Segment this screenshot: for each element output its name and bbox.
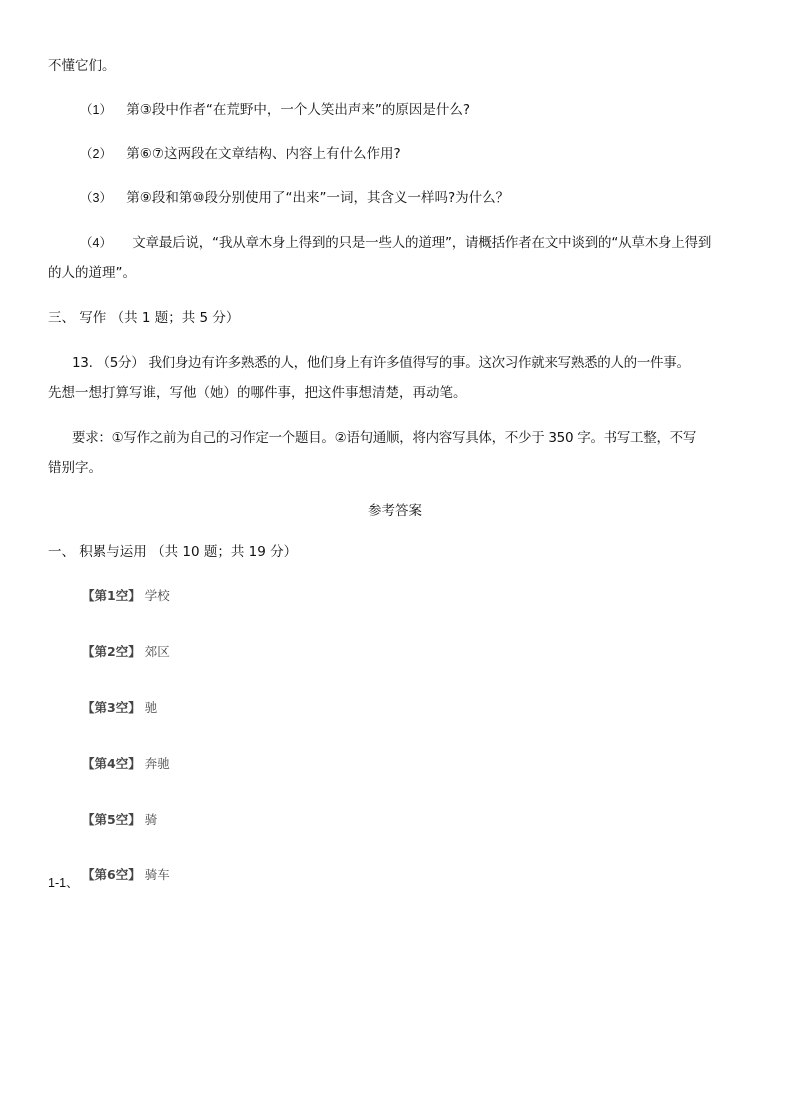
answer-blank-3-tag: 【第3空】 [82,700,141,715]
answer-prefix: 1-1、 [48,876,79,890]
question-3 [80,188,509,208]
section-1-heading: 一、 积累与运用 （共 10 题；共 19 分） [48,544,298,560]
answer-blank-1 [82,587,170,605]
question-1-text: 第③段中作者“在荒野中，一个人笑出声来”的原因是什么? [126,102,471,118]
answer-blank-1-tag: 【第1空】 [82,588,141,603]
answer-blank-5-tag: 【第5空】 [82,812,141,827]
question-4-text: 文章最后说，“我从章木身上得到的只是一些人的道理”，请概括作者在文中谈到的“从草木身上得到 [132,235,712,251]
question-3-text: 第⑨段和第⑩段分别使用了“出来”一词，其含义一样吗?为什么？ [126,190,510,206]
answer-blank-3-value: 驰 [144,700,158,715]
section-3-heading: 三、 写作 （共 1 题；共 5 分） [48,310,240,326]
answer-blank-4 [82,755,170,773]
question-2-number: （2） [80,147,112,161]
prompt-13-line-2: 先想一想打算写谁，写他（她）的哪件事，把这件事想清楚，再动笔。 [48,385,467,401]
question-4 [80,233,711,253]
answer-blank-1-value: 学校 [144,588,170,603]
answer-blank-2-tag: 【第2空】 [82,644,141,659]
answer-blank-4-tag: 【第4空】 [82,756,141,771]
answer-blank-3 [82,699,157,717]
requirements-line-2: 错别字。 [48,460,102,476]
answer-blank-6-tag: 【第6空】 [82,867,141,882]
prompt-13-line-1: 13. （5分） 我们身边有许多熟悉的人，他们身上有许多值得写的事。这次习作就来写熟悉的人的一件事。 [72,355,690,371]
answer-blank-5-value: 骑 [144,812,158,827]
question-2-text: 第⑥⑦这两段在文章结构、内容上有什么作用? [126,146,401,162]
answer-blank-6-value: 骑车 [144,867,170,882]
question-2 [80,144,401,164]
question-1-number: （1） [80,103,112,117]
answer-blank-2-value: 郊区 [144,644,170,659]
question-4-number: （4） [80,236,112,250]
question-4-continued: 的人的道理”。 [48,265,136,281]
text-line-top: 不懂它们。 [48,58,116,74]
question-3-number: （3） [80,191,112,205]
question-1 [80,100,470,120]
answer-blank-6 [82,866,170,884]
answer-blank-2 [82,643,170,661]
answer-blank-4-value: 奔驰 [144,756,170,771]
requirements-line-1: 要求：①写作之前为自己的习作定一个题目。②语句通顺，将内容写具体，不少于 350 字。书写工整，不写 [72,430,697,446]
answer-blank-5 [82,811,157,829]
answer-title: 参考答案 [368,503,422,519]
